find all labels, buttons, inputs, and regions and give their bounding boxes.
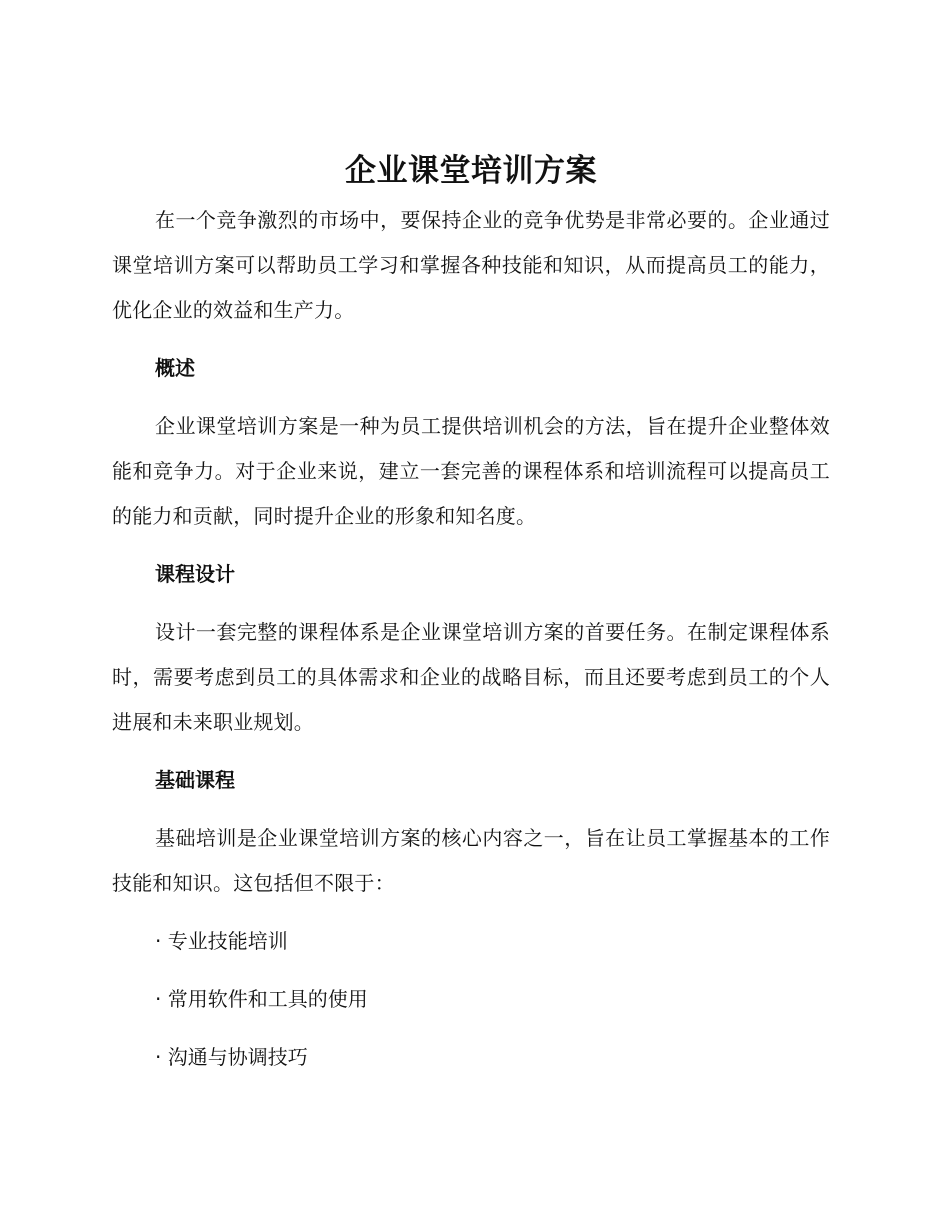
list-item: · 沟通与协调技巧 [155,1045,308,1069]
spacer [112,333,830,346]
spacer [112,803,830,816]
intro-paragraph: 在一个竞争激烈的市场中，要保持企业的竞争优势是非常必要的。企业通过课堂培训方案可以帮助员工学习和掌握各种技能和知识，从而提高员工的能力，优化企业的效益和生产力。 [112,208,830,322]
section-body-basic-courses: 基础培训是企业课堂培训方案的核心内容之一，旨在让员工掌握基本的工作技能和知识。这包括但不限于： [112,826,830,895]
section-body-overview: 企业课堂培训方案是一种为员工提供培训机会的方法，旨在提升企业整体效能和竞争力。对于企业来说，建立一套完善的课程体系和培训流程可以提高员工的能力和贡献，同时提升企业的形象和知名度。 [112,414,830,528]
list-item: · 专业技能培训 [155,929,288,953]
spacer [112,745,830,758]
section-body-course-design: 设计一套完整的课程体系是企业课堂培训方案的首要任务。在制定课程体系时，需要考虑到员工的具体需求和企业的战略目标，而且还要考虑到员工的个人进展和未来职业规划。 [112,620,830,734]
section-heading-basic-courses: 基础课程 [155,768,235,792]
spacer [112,906,830,919]
document-title: 企业课堂培训方案 [345,153,597,189]
document-content [112,148,830,1093]
list-item: · 常用软件和工具的使用 [155,987,368,1011]
section-heading-overview: 概述 [155,356,195,380]
spacer [112,597,830,610]
spacer [112,539,830,552]
section-heading-course-design: 课程设计 [155,562,235,586]
basic-courses-list [112,919,830,1080]
spacer [112,391,830,404]
